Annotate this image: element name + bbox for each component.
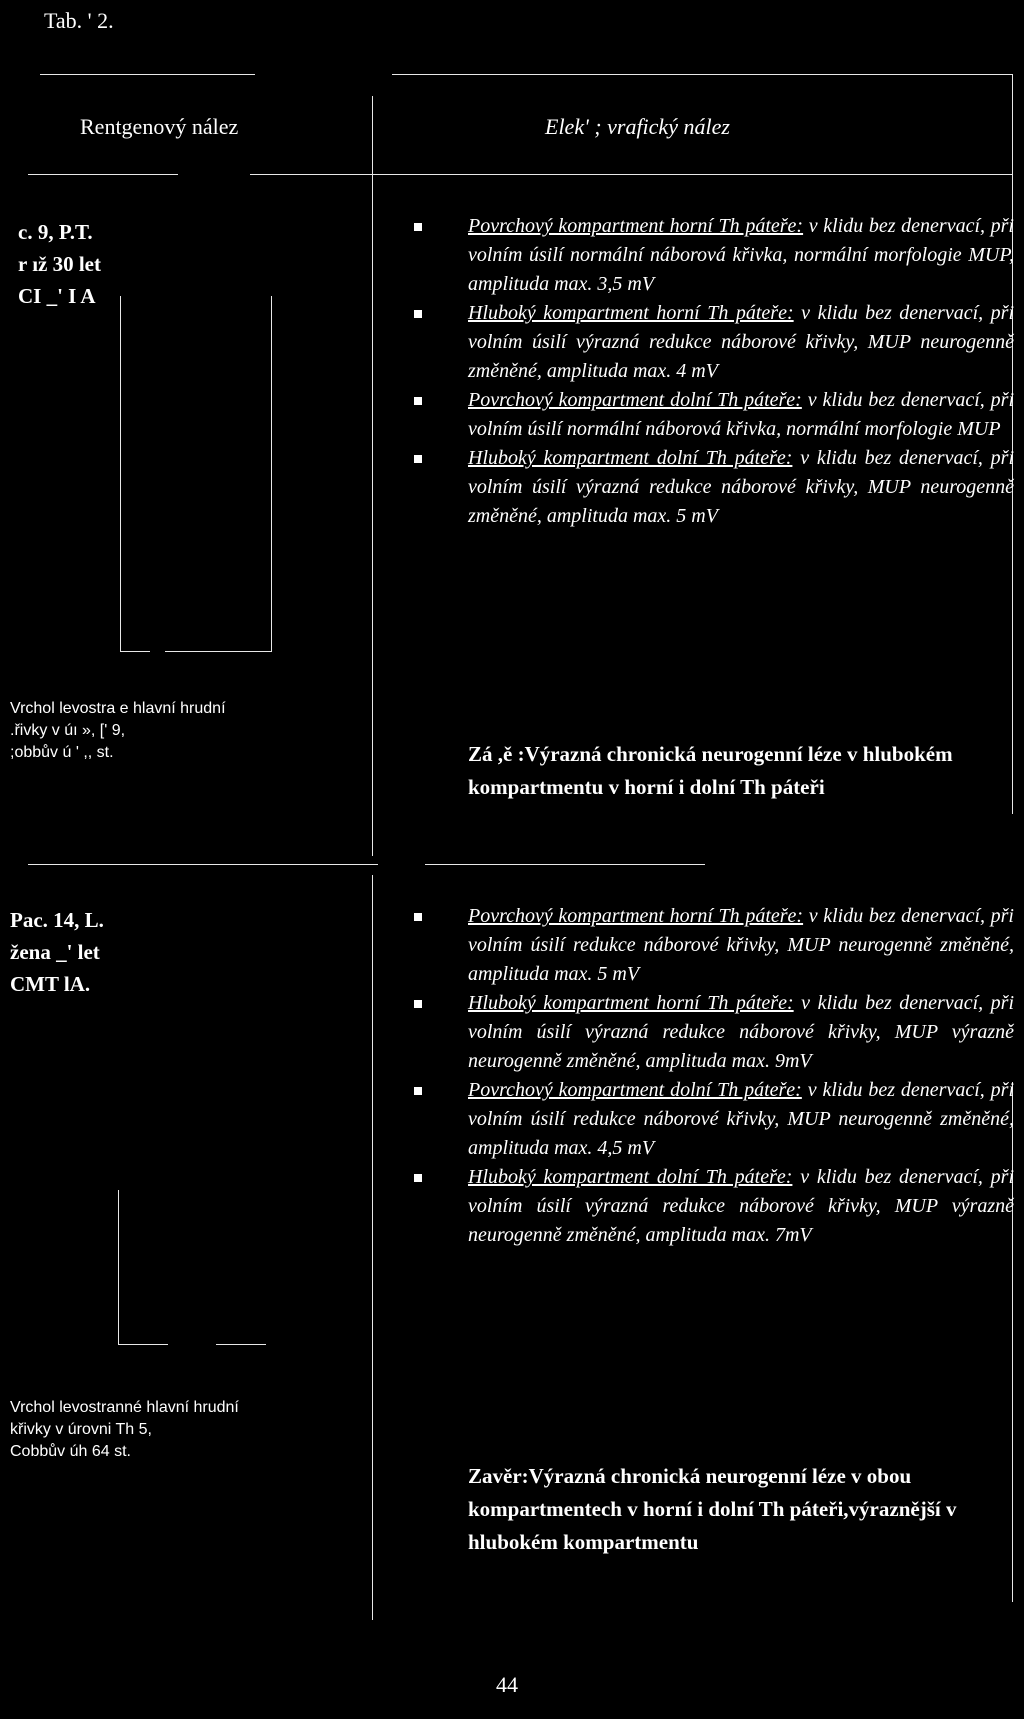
row-separator-right <box>425 864 705 865</box>
caption-line: křivky v úrovni Th 5, <box>10 1421 152 1438</box>
bullet-icon <box>414 310 422 318</box>
page-number: 44 <box>496 1672 518 1697</box>
finding-title: Povrchový kompartment horní Th páteře: <box>468 215 804 237</box>
xray-caption-1 <box>10 698 226 764</box>
patient-2-id-line: žena _' let <box>10 940 100 964</box>
emg-conclusion-2-wrap <box>414 1460 1014 1559</box>
finding-item <box>414 212 1014 299</box>
bullet-icon <box>414 397 422 405</box>
finding-title: Povrchový kompartment dolní Th páteře: <box>468 1079 802 1101</box>
patient-1-id-line: c. 9, P.T. <box>18 220 93 244</box>
xray-image-1 <box>120 296 272 652</box>
finding-item <box>414 1076 1014 1163</box>
caption-line: Vrchol levostra e hlavní hrudní <box>10 700 226 717</box>
table-top-rule-left <box>40 74 255 75</box>
finding-text: v klidu bez denervací, při volním úsilí výrazná redukce náborové křivky, MUP výrazně neurogenně změněné, amplituda max. 7mV <box>468 1166 1015 1246</box>
header-rule-right <box>250 174 1012 175</box>
bullet-icon <box>414 455 422 463</box>
emg-findings-1 <box>414 212 1014 531</box>
finding-item <box>414 386 1014 444</box>
bullet-icon <box>414 223 422 231</box>
caption-line: ;obbův ú ' ,, st. <box>10 744 114 761</box>
header-rule-left <box>28 174 178 175</box>
finding-title: Hluboký kompartment horní Th páteře: <box>468 302 794 324</box>
xray-image-2 <box>118 1150 268 1345</box>
column-divider-bottom <box>372 875 373 1620</box>
row-separator-left <box>28 864 378 865</box>
finding-item <box>414 299 1014 386</box>
patient-1-id-line: r ıž 30 let <box>18 252 101 276</box>
finding-item <box>414 902 1014 989</box>
patient-2-id <box>10 904 104 1000</box>
patient-1-id-line: CI _' I A <box>18 284 96 308</box>
finding-text: v klidu bez denervací, při volním úsilí normální náborová křivka, normální morfologie MUP, amplituda max. 3,5 mV <box>468 215 1014 295</box>
table-top-rule-right <box>392 74 1012 75</box>
header-xray: Rentgenový nález <box>80 114 239 139</box>
finding-text: v klidu bez denervací, při volním úsilí normální náborová křivka, normální morfologie MUP <box>468 389 1014 440</box>
emg-findings-2 <box>414 902 1014 1250</box>
finding-item <box>414 989 1014 1076</box>
finding-title: Hluboký kompartment horní Th páteře: <box>468 992 794 1014</box>
finding-item <box>414 444 1014 531</box>
xray-caption-2 <box>10 1397 239 1463</box>
bullet-icon <box>414 1174 422 1182</box>
caption-line: .řivky v úı », [' 9, <box>10 722 126 739</box>
finding-text: v klidu bez denervací, při volním úsilí redukce náborové křivky, MUP neurogenně změněné, amplituda max. 5 mV <box>468 905 1014 985</box>
bullet-icon <box>414 913 422 921</box>
finding-title: Hluboký kompartment dolní Th páteře: <box>468 447 793 469</box>
caption-line: Cobbův úh 64 st. <box>10 1443 131 1460</box>
emg-conclusion-1-wrap <box>414 738 1014 804</box>
table-label: Tab. ' 2. <box>44 8 114 33</box>
bullet-icon <box>414 1000 422 1008</box>
patient-2-id-line: Pac. 14, L. <box>10 908 104 932</box>
emg-conclusion-2: Zavěr:Výrazná chronická neurogenní léze v obou kompartmentech v horní i dolní Th páteři,výraznější v hlubokém kompartmentu <box>468 1464 957 1554</box>
finding-text: v klidu bez denervací, při volním úsilí redukce náborové křivky, MUP neurogenně změněné, amplituda max. 4,5 mV <box>468 1079 1014 1159</box>
caption-line: Vrchol levostranné hlavní hrudní <box>10 1399 239 1416</box>
finding-text: v klidu bez denervací, při volním úsilí výrazná redukce náborové křivky, MUP neurogenně změněné, amplituda max. 5 mV <box>468 447 1015 527</box>
emg-conclusion-1: Zá ,ě :Výrazná chronická neurogenní léze v hlubokém kompartmentu v horní i dolní Th páteři <box>468 742 953 799</box>
finding-title: Povrchový kompartment horní Th páteře: <box>468 905 804 927</box>
patient-2-id-line: CMT lA. <box>10 972 91 996</box>
finding-item <box>414 1163 1014 1250</box>
finding-text: v klidu bez denervací, při volním úsilí výrazná redukce náborové křivky, MUP výrazně neurogenně změněné, amplituda max. 9mV <box>468 992 1015 1072</box>
bullet-icon <box>414 1087 422 1095</box>
column-divider-top <box>372 96 373 856</box>
finding-title: Povrchový kompartment dolní Th páteře: <box>468 389 802 411</box>
finding-title: Hluboký kompartment dolní Th páteře: <box>468 1166 793 1188</box>
patient-1-id <box>18 216 101 312</box>
header-emg: Elek' ; vrafický nález <box>545 114 730 139</box>
finding-text: v klidu bez denervací, při volním úsilí výrazná redukce náborové křivky, MUP neurogenně změněné, amplituda max. 4 mV <box>468 302 1015 382</box>
